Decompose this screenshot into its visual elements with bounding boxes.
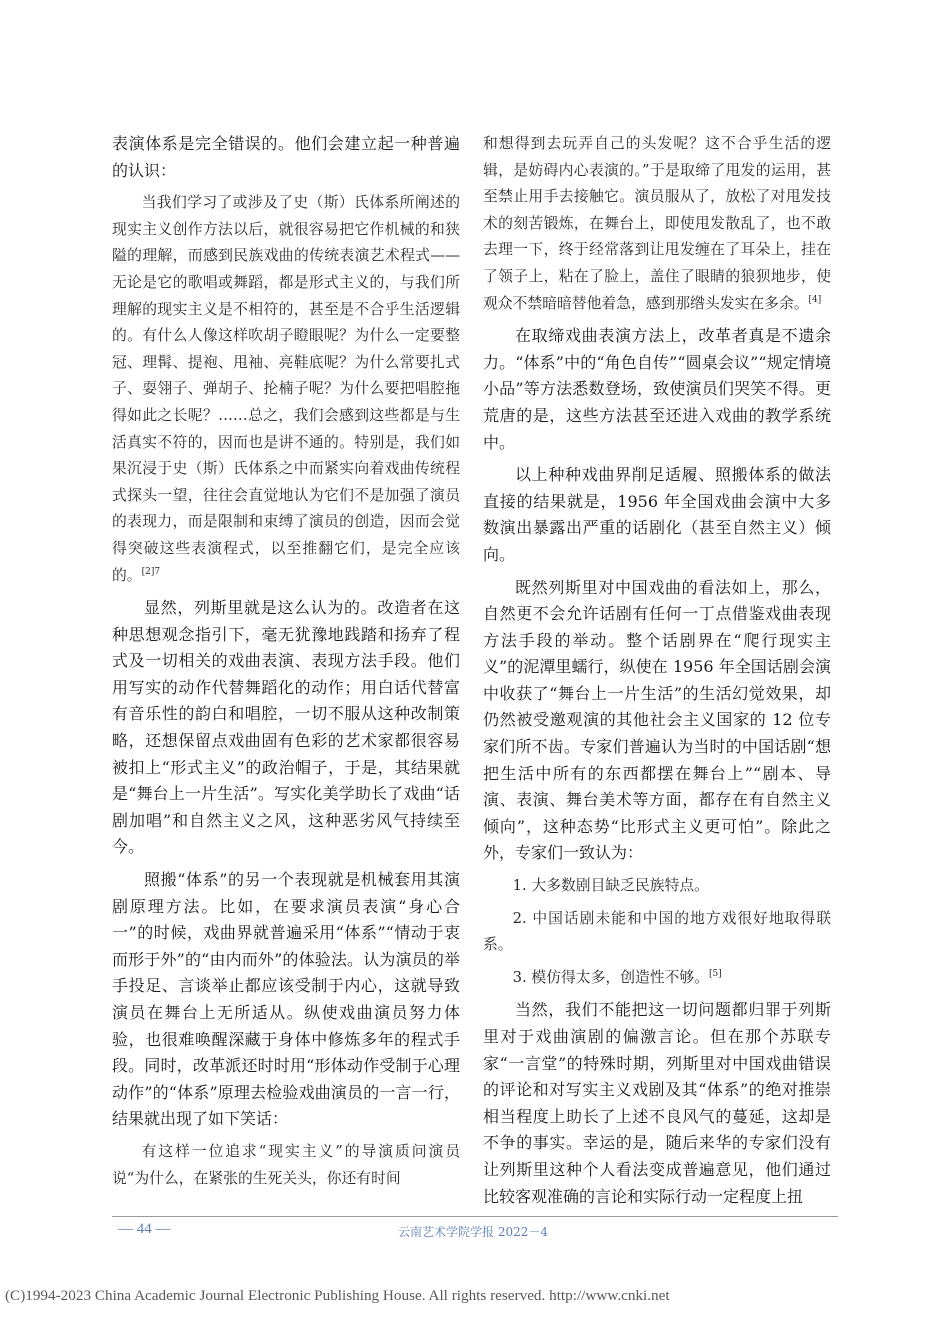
paragraph: 照搬“体系”的另一个表现就是机械套用其演剧原理方法。比如，在要求演员表演“身心合一”的时候，戏曲界就普遍采用“体系”“情动于衷而形于外”的“由内而外”的体验法。认为演员的举手投足、言谈举止都应该受制于内心，这就导致演员在舞台上无所适从。纵使戏曲演员努力体验，也很难唤醒深藏于身体中修炼多年的程式手段。同时，改革派还时时用“形体动作受制于心理动作”的“体系”原理去检验戏曲演员的一言一行，结果就出现了如下笑话： [112,870,460,1129]
block-quote-continued [483,131,831,317]
list-item: 2. 中国话剧未能和中国的地方戏很好地取得联系。 [483,909,831,954]
footer-divider [112,1216,838,1217]
paragraph: 显然，列斯里就是这么认为的。改造者在这种思想观念指引下，毫无犹豫地践踏和扬弃了程式及一切相关的戏曲表演、表现方法手段。他们用写实的动作代替舞蹈化的动作；用白话代替富有音乐性的韵白和唱腔，一切不服从这种改制策略，还想保留点戏曲固有色彩的艺术家都很容易被扣上“形式主义”的政治帽子，于是，其结果就是“舞台上一片生活”。写实化美学助长了戏曲“话剧加唱”和自然主义之风，这种恶劣风气持续至今。 [112,598,460,857]
quote-text: 和想得到去玩弄自己的头发呢？这不合乎生活的逻辑，是妨碍内心表演的。”于是取缔了甩发的运用，甚至禁止用手去接触它。演员服从了，放松了对甩发技术的刻苦锻炼，在舞台上，即使甩发散乱了，也不敢去理一下，终于经常落到让甩发缠在了耳朵上，挂在了领子上，粘在了脸上，盖住了眼睛的狼狈地步，使观众不禁暗暗替他着急，感到那绺头发实在多余。 [483,135,831,312]
citation-ref: [4] [808,294,822,305]
copyright-notice: (C)1994-2023 China Academic Journal Electronic Publishing House. All rights reserved. http://www.cnki.net [5,1287,670,1304]
journal-name: 云南艺术学院学报 2022－4 [398,1225,548,1239]
list-item-text: 3. 模仿得太多，创造性不够。 [512,968,709,986]
block-quote: 有这样一位追求“现实主义”的导演质问演员说“为什么，在紧张的生死关头，你还有时间 [112,1142,460,1187]
citation-ref: [2]7 [141,566,161,577]
paragraph: 以上种种戏曲界削足适履、照搬体系的做法直接的结果就是，1956 年全国戏曲会演中大多数演出暴露出严重的话剧化（甚至自然主义）倾向。 [483,465,831,564]
citation-ref: [5] [708,968,722,979]
left-column [112,131,460,1192]
paragraph: 表演体系是完全错误的。他们会建立起一种普遍的认识： [112,134,460,180]
list-item [483,965,831,992]
paragraph: 当然，我们不能把这一切问题都归罪于列斯里对于戏曲演剧的偏激言论。但在那个苏联专家“一言堂”的特殊时期，列斯里对中国戏曲错误的评论和对写实主义戏剧及其“体系”的绝对推崇相当程度上助长了上述不良风气的蔓延，这却是不争的事实。幸运的是，随后来华的专家们没有让列斯里这种个人看法变成普遍意见，他们通过比较客观准确的言论和实际行动一定程度上扭 [483,1000,831,1206]
quote-text: 当我们学习了或涉及了史（斯）氏体系所阐述的现实主义创作方法以后，就很容易把它作机械的和狭隘的理解，而感到民族戏曲的传统表演艺术程式——无论是它的歌唱或舞蹈，都是形式主义的，与我们所理解的现实主义是不相符的，甚至是不合乎生活逻辑的。有什么人像这样吹胡子瞪眼呢？为什么一定要整冠、理髯、提袍、甩袖、亮鞋底呢？为什么常要扎式子、耍翎子、弹胡子、抡楠子呢？为什么要把唱腔拖得如此之长呢？……总之，我们会感到这些都是与生活真实不符的，因而也是讲不通的。特别是，我们如果沉浸于史（斯）氏体系之中而紧实向着戏曲传统程式探头一望，往往会直觉地认为它们不是加强了演员的表现力，而是限制和束缚了演员的创造，因而会觉得突破这些表演程式，以至推翻它们，是完全应该的。 [112,194,460,584]
paragraph: 既然列斯里对中国戏曲的看法如上，那么，自然更不会允许话剧有任何一丁点借鉴戏曲表现方法手段的举动。整个话剧界在“爬行现实主义”的泥潭里蠕行，纵使在 1956 年全国话剧会演中收获了“舞台上一片生活”的生活幻觉效果，却仍然被受邀观演的其他社会主义国家的 12 位专家们所不齿。专家们普遍认为当时的中国话剧“想把生活中所有的东西都摆在舞台上”“剧本、导演、表演、舞台美术等方面，都存在有自然主义倾向”，这种态势“比形式主义更可怕”。除此之外，专家们一致认为： [483,577,831,863]
list-item: 1. 大多数剧目缺乏民族特点。 [512,877,709,895]
right-column [483,131,831,1210]
paragraph: 在取缔戏曲表演方法上，改革者真是不遗余力。“体系”中的“角色自传”“圆桌会议”“规定情境小品”等方法悉数登场，致使演员们哭笑不得。更荒唐的是，这些方法甚至还进入戏曲的教学系统中。 [483,326,831,452]
block-quote [112,190,460,589]
page-number: — 44 — [118,1221,171,1237]
